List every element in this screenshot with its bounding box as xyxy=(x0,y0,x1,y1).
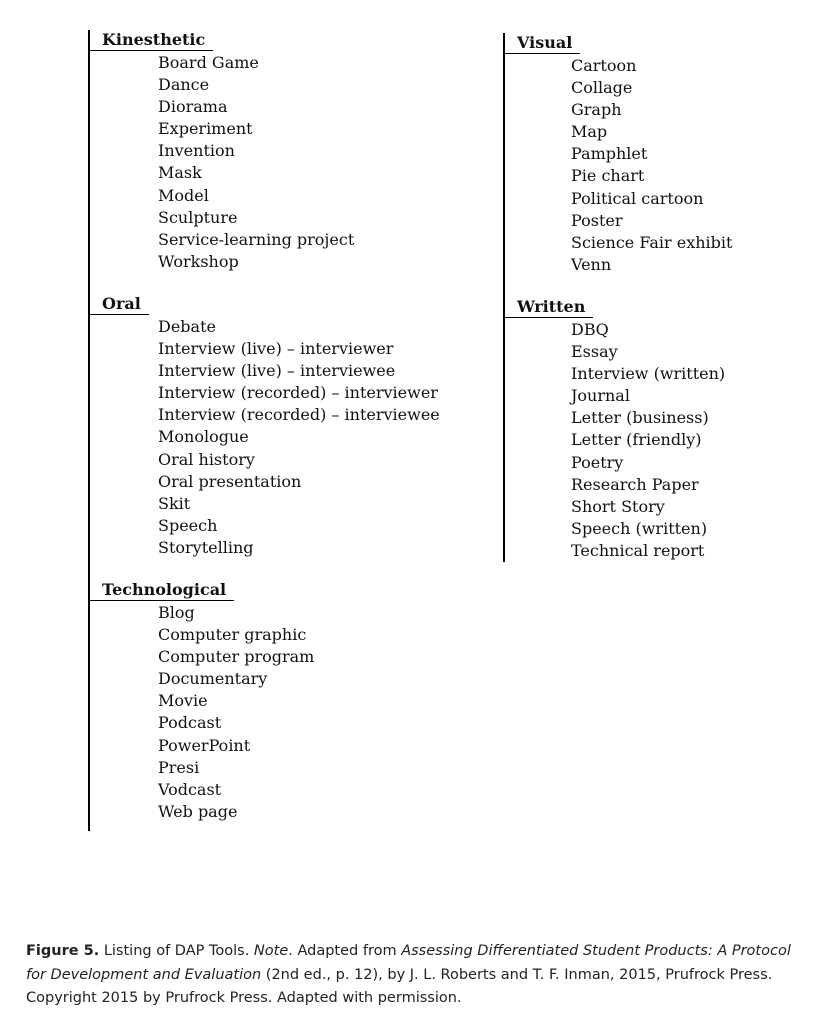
caption-text: (2nd ed., p. 12), by J. L. Roberts and T. F. Inman, 2015, Prufrock Press. Copyright 2015 by Prufrock Press. Adapted with permission. xyxy=(26,966,773,1006)
tool-item: Workshop xyxy=(158,251,239,271)
tool-item: Interview (written) xyxy=(571,364,726,384)
tool-item: Speech (written) xyxy=(571,518,708,538)
category-heading: Oral xyxy=(90,294,149,315)
tool-list xyxy=(90,316,440,559)
tool-list xyxy=(90,602,440,823)
tool-item: Oral presentation xyxy=(158,471,302,491)
tool-item: DBQ xyxy=(571,319,609,339)
tool-item: Oral history xyxy=(158,449,255,469)
right-column xyxy=(503,33,732,562)
tool-item: Dance xyxy=(158,75,210,95)
caption-source-title: Assessing Differentiated Student Products: A Protocol for Development and Evaluation xyxy=(26,943,791,983)
category-written xyxy=(505,297,732,562)
caption-note: Note xyxy=(253,943,289,959)
tool-list xyxy=(90,52,440,273)
tool-item: Model xyxy=(158,185,209,205)
tool-item: Technical report xyxy=(571,540,705,560)
tool-item: Documentary xyxy=(158,669,268,689)
left-column xyxy=(88,30,440,831)
tool-item: Interview (live) – interviewer xyxy=(158,339,394,359)
tool-item: Graph xyxy=(571,100,622,120)
figure-caption xyxy=(26,940,796,1011)
tool-item: Presi xyxy=(158,757,200,777)
tool-item: Essay xyxy=(571,342,618,362)
caption-text: Listing of DAP Tools. xyxy=(99,943,254,959)
tool-item: Short Story xyxy=(571,496,665,516)
tool-item: Speech xyxy=(158,515,218,535)
category-heading: Technological xyxy=(90,580,234,601)
category-kinesthetic xyxy=(90,30,440,273)
tool-item: Monologue xyxy=(158,427,249,447)
tool-item: Pie chart xyxy=(571,166,645,186)
tool-item: Skit xyxy=(158,493,191,513)
tool-item: Mask xyxy=(158,163,202,183)
category-technological xyxy=(90,580,440,823)
tool-item: Invention xyxy=(158,141,235,161)
tool-item: Board Game xyxy=(158,53,259,72)
tool-item: Pamphlet xyxy=(571,144,648,164)
tool-item: Cartoon xyxy=(571,56,637,75)
tool-item: Map xyxy=(571,122,608,142)
category-oral xyxy=(90,294,440,559)
tool-list xyxy=(505,319,732,562)
caption-text: . Adapted from xyxy=(288,943,402,959)
tool-item: Diorama xyxy=(158,97,228,117)
tool-item: Interview (recorded) – interviewee xyxy=(158,405,440,425)
tool-item: Sculpture xyxy=(158,207,238,227)
tool-item: Web page xyxy=(158,801,238,821)
tool-item: Debate xyxy=(158,316,216,336)
tool-list xyxy=(505,55,732,276)
tool-item: Interview (recorded) – interviewer xyxy=(158,383,438,403)
tool-item: Journal xyxy=(571,386,630,406)
category-heading: Written xyxy=(505,297,593,318)
tool-item: Computer graphic xyxy=(158,625,307,645)
figure-label: Figure 5. xyxy=(26,943,100,959)
tool-item: Venn xyxy=(571,254,612,274)
tool-item: Political cartoon xyxy=(571,188,704,208)
tool-item: Interview (live) – interviewee xyxy=(158,361,396,381)
tool-item: Research Paper xyxy=(571,474,699,494)
tool-item: Storytelling xyxy=(158,537,254,557)
tool-item: Poster xyxy=(571,210,623,230)
tool-item: Letter (friendly) xyxy=(571,430,702,450)
tool-item: Experiment xyxy=(158,119,253,139)
tool-item: Collage xyxy=(571,78,633,98)
tool-item: Computer program xyxy=(158,647,315,667)
category-heading: Kinesthetic xyxy=(90,30,213,51)
tool-item: Podcast xyxy=(158,713,222,733)
tool-item: Service-learning project xyxy=(158,229,355,249)
tool-item: Movie xyxy=(158,691,208,711)
tool-item: Vodcast xyxy=(158,779,222,799)
tool-item: Poetry xyxy=(571,452,624,472)
tool-item: Blog xyxy=(158,602,195,622)
category-heading: Visual xyxy=(505,33,580,54)
tool-item: Science Fair exhibit xyxy=(571,232,733,252)
tool-item: Letter (business) xyxy=(571,408,709,428)
tool-item: PowerPoint xyxy=(158,735,251,755)
category-visual xyxy=(505,33,732,276)
